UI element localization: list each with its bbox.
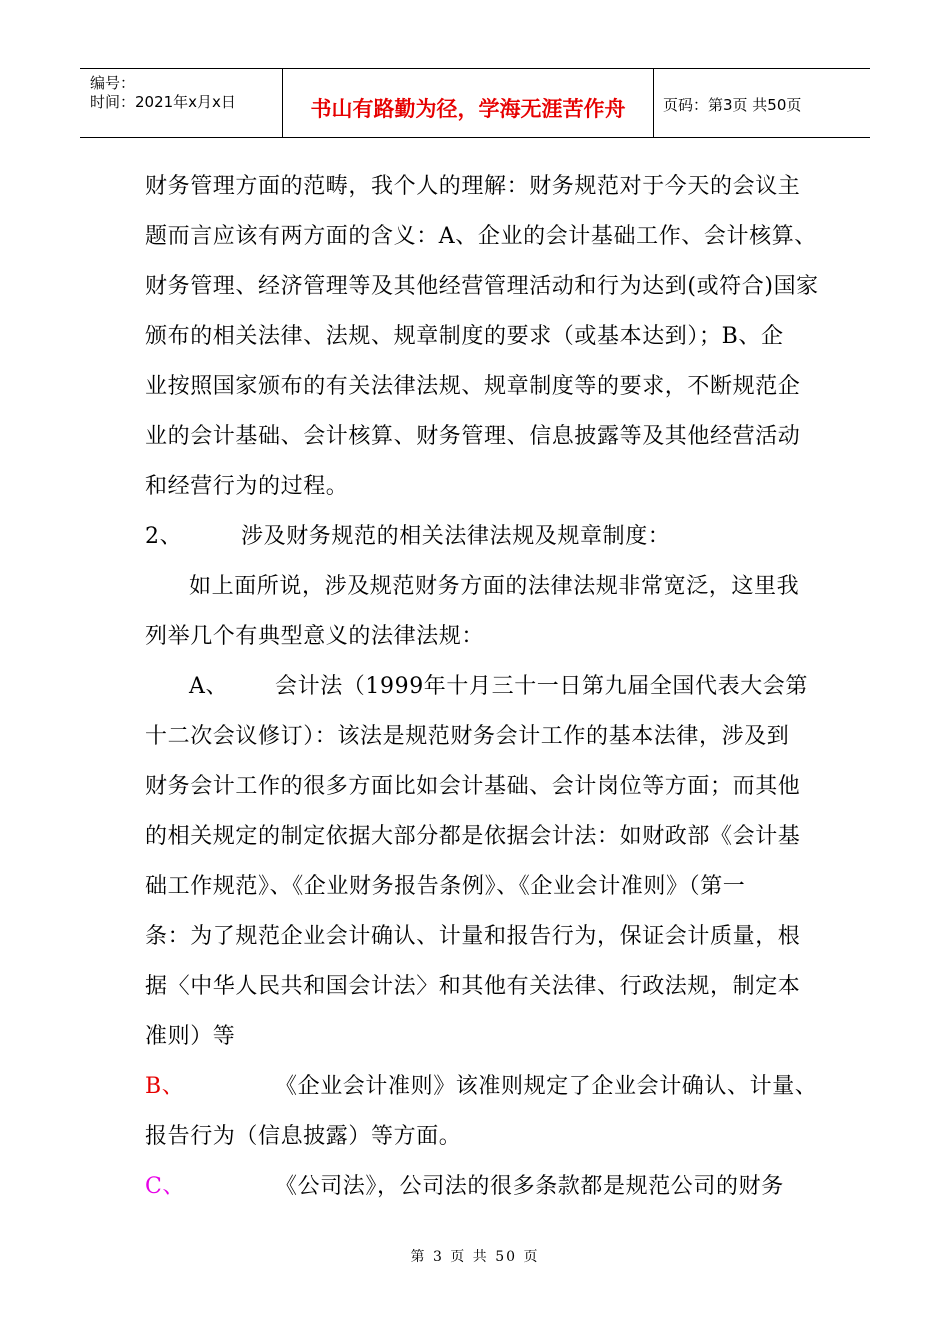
item-a-line: 准则）等 xyxy=(145,1024,236,1049)
page-header xyxy=(80,68,870,138)
body-line: 题而言应该有两方面的含义：A、企业的会计基础工作、会计核算、 xyxy=(145,224,817,249)
item-b-number: B、 xyxy=(145,1074,185,1099)
body-line: 业按照国家颁布的有关法律法规、规章制度等的要求，不断规范企 xyxy=(145,374,801,399)
item-b-heading xyxy=(145,1062,817,1112)
intro-line: 如上面所说，涉及规范财务方面的法律法规非常宽泛，这里我 xyxy=(189,574,800,599)
number-label: 编号： xyxy=(90,74,136,92)
document-body xyxy=(145,162,817,1212)
time-label: 时间：2021年x月x日 xyxy=(90,93,236,111)
item-b-line: 报告行为（信息披露）等方面。 xyxy=(145,1124,462,1149)
body-line: 财务管理方面的范畴，我个人的理解：财务规范对于今天的会议主 xyxy=(145,174,801,199)
item-a-number: A、 xyxy=(189,674,229,699)
item-c-heading xyxy=(145,1162,817,1212)
item-a-line: 十二次会议修订）：该法是规范财务会计工作的基本法律，涉及到 xyxy=(145,724,790,749)
page-footer: 第 3 页 共 50 页 xyxy=(410,1249,540,1265)
item-a-line: 财务会计工作的很多方面比如会计基础、会计岗位等方面；而其他 xyxy=(145,774,801,799)
item-a-line: 条：为了规范企业会计确认、计量和报告行为，保证会计质量，根 xyxy=(145,924,801,949)
item-a-first-line: 会计法（1999年十月三十一日第九届全国代表大会第 xyxy=(275,674,808,699)
section-2-title: 涉及财务规范的相关法律法规及规章制度： xyxy=(241,524,671,549)
intro-line: 列举几个有典型意义的法律法规： xyxy=(145,624,485,649)
body-line: 财务管理、经济管理等及其他经营管理活动和行为达到(或符合)国家 xyxy=(145,274,819,299)
motto-text: 书山有路勤为径，学海无涯苦作舟 xyxy=(310,97,626,121)
item-a-line: 的相关规定的制定依据大部分都是依据会计法：如财政部《会计基 xyxy=(145,824,801,849)
item-a-line: 础工作规范》、《企业财务报告条例》、《企业会计准则》（第一 xyxy=(145,874,746,899)
header-meta-cell xyxy=(80,69,283,137)
item-b-first-line: 《企业会计准则》该准则规定了企业会计确认、计量、 xyxy=(275,1074,818,1099)
section-2-heading xyxy=(145,512,817,562)
item-c-first-line: 《公司法》，公司法的很多条款都是规范公司的财务 xyxy=(275,1174,784,1199)
item-a-line: 据〈中华人民共和国会计法〉和其他有关法律、行政法规，制定本 xyxy=(145,974,801,999)
body-line: 业的会计基础、会计核算、财务管理、信息披露等及其他经营活动 xyxy=(145,424,801,449)
body-line: 颁布的相关法律、法规、规章制度的要求（或基本达到）；B、企 xyxy=(145,324,784,349)
header-motto-cell xyxy=(283,69,654,137)
page-info: 页码：第3页 共50页 xyxy=(663,96,802,114)
section-2-number: 2、 xyxy=(145,524,183,549)
body-line: 和经营行为的过程。 xyxy=(145,474,349,499)
item-c-number: C、 xyxy=(145,1174,186,1199)
item-a-heading xyxy=(145,662,817,712)
